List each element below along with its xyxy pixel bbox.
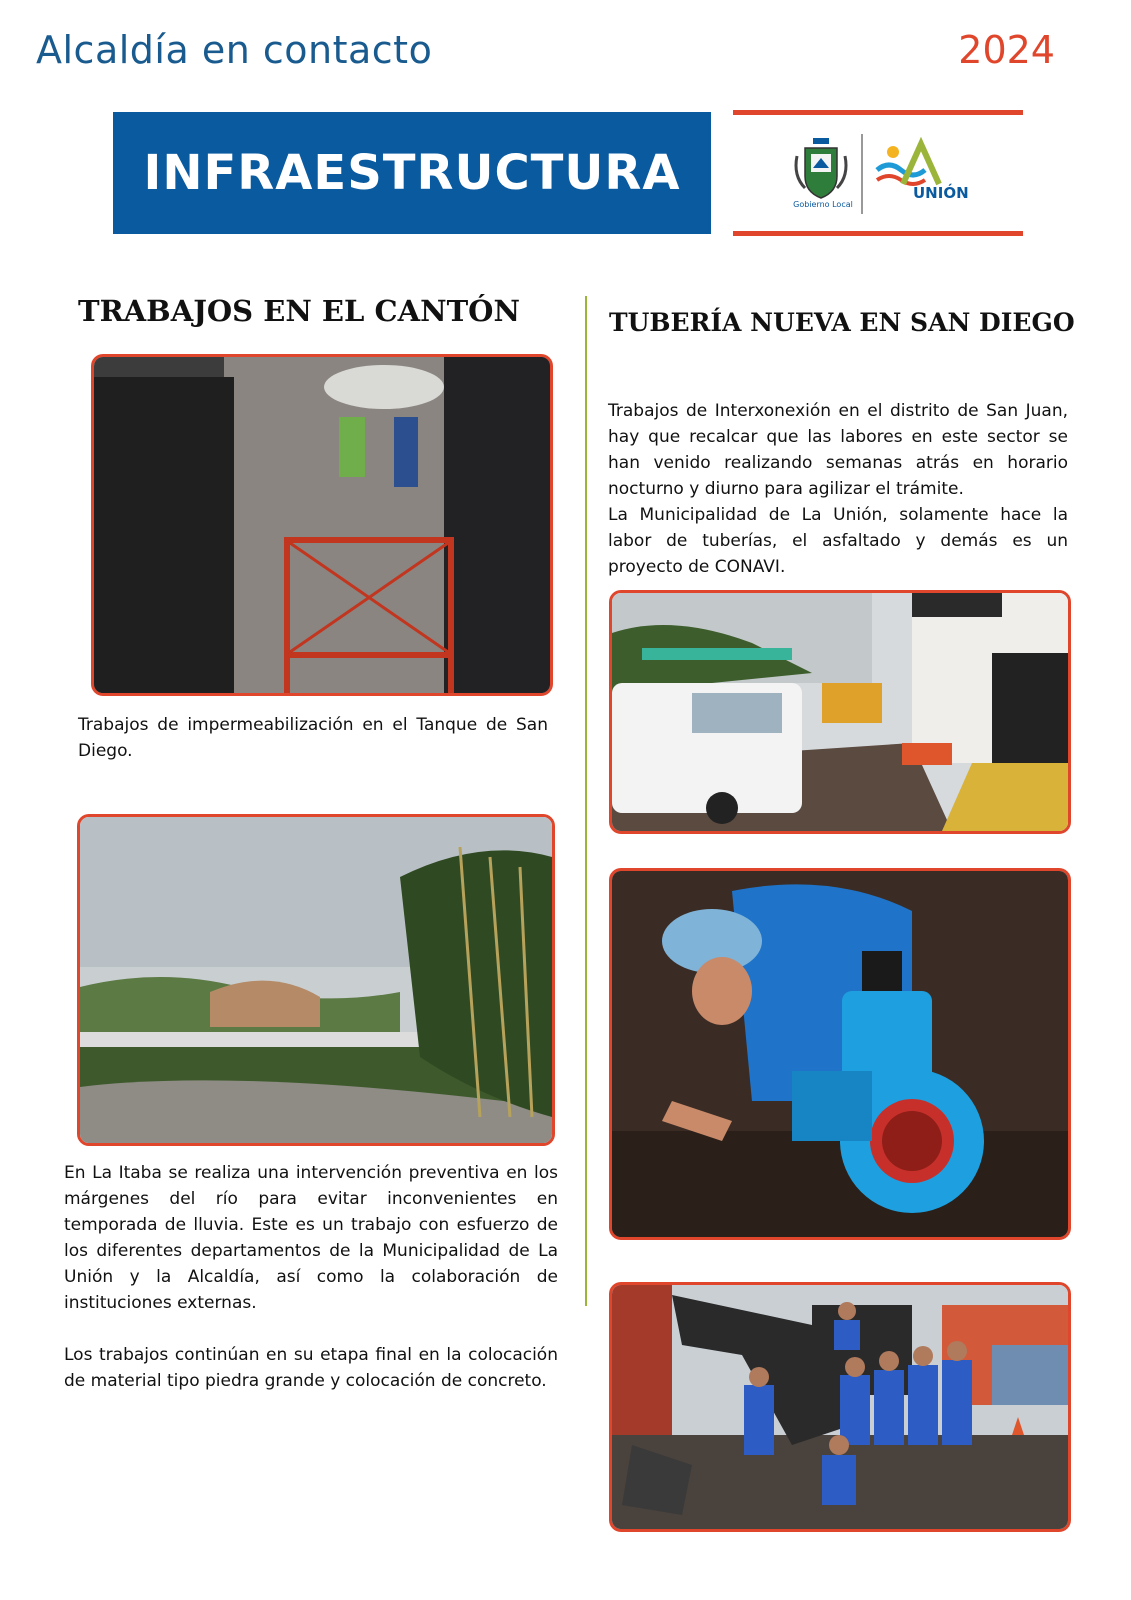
publication-title: Alcaldía en contacto [36,28,433,72]
river-paragraph-1: En La Itaba se realiza una intervención preventiva en los márgenes del río para evitar inconvenientes en temporada de lluvia. Este es un trabajo con esfuerzo de los diferentes departamentos de la Municipalidad de La Unión y la Alcaldía, así como la colaboración de instituciones externas. [64,1163,558,1313]
column-divider [585,296,587,1306]
street-works-photo [609,590,1071,834]
river-margin-photo [77,814,555,1146]
logo-brand-text: UNIÓN [913,184,969,202]
valve-installation-photo [609,868,1071,1240]
pipeline-paragraph-1: Trabajos de Interxonexión en el distrito de San Juan, hay que recalcar que las labores en este sector se han venido realizando semanas atrás en horario nocturno y diurno para agilizar el trámite. [608,401,1068,499]
crew-group-photo [609,1282,1071,1532]
logo-bottom-rule [733,231,1023,236]
section-banner [113,112,711,234]
river-paragraph-2: Los trabajos continúan en su etapa final en la colocación de material tipo piedra grande y colocación de concreto. [64,1345,558,1391]
publication-year: 2024 [958,28,1055,72]
pipeline-paragraph-2: La Municipalidad de La Unión, solamente hace la labor de tuberías, el asfaltado y demás es un proyecto de CONAVI. [608,505,1068,577]
left-section-heading: TRABAJOS EN EL CANTÓN [78,294,520,328]
pipeline-description [608,398,1068,580]
tank-caption-text: Trabajos de impermeabilización en el Tanque de San Diego. [78,715,548,761]
tank-waterproofing-photo [91,354,553,696]
municipal-logo [733,110,1023,236]
logo-separator [861,134,863,214]
logo-top-rule [733,110,1023,115]
logo-caption: Gobierno Local [793,200,853,209]
right-section-heading: TUBERÍA NUEVA EN SAN DIEGO [609,308,1075,337]
section-banner-label: INFRAESTRUCTURA [143,145,681,201]
tank-caption [78,712,548,764]
coat-of-arms-icon [791,136,851,206]
river-description [64,1160,558,1394]
